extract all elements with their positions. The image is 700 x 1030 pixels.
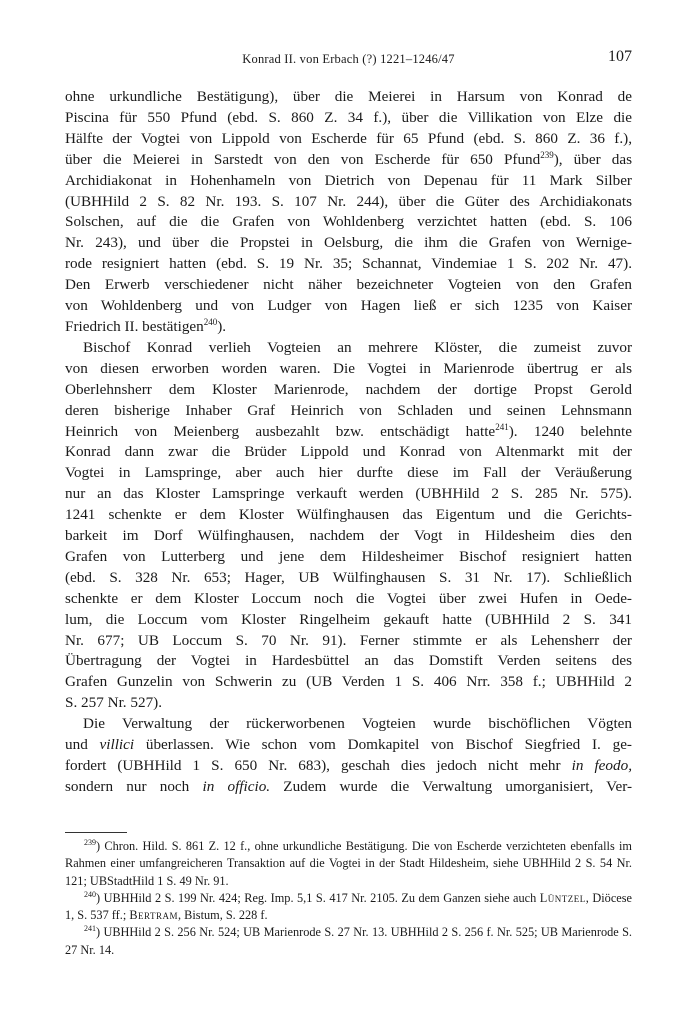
footnote-241: $^{241}$) UBHHild 2 S. 256 Nr. 524; UB Marienrode S. 27 Nr. 13. UBHHild 2 S. 256 f. Nr. 525; UB Marienrode S. 27 Nr. 14. xyxy=(65,924,632,957)
text-line: Oberlehnsherr dem Kloster Marienrode, nachdem der dortige Propst Gerold xyxy=(65,380,632,398)
text-line: lum, die Loccum vom Kloster Ringelheim gekauft hatte (UBHHild 2 S. 341 xyxy=(65,610,632,628)
text-line xyxy=(65,317,632,338)
footnote-text: Chron. Hild. S. 861 Z. 12 f., ohne urkundliche Bestätigung. Die von Escherde verzichteten ebenfalls im Rahmen einer umfangreicheren Transaktion auf die Vogtei in der Stadt Hildesheim, siehe UBHHild 2 S. 54 Nr. 121; UBStadtHild 1 S. 49 Nr. 91. xyxy=(65,839,632,888)
text-line: Den Erwerb verschiedener nicht näher bezeichneter Vogteien von den Grafen xyxy=(65,276,632,294)
author-name: Bertram xyxy=(129,908,179,923)
text-fragment: Zudem wurde die Verwaltung umorganisiert, Ver- xyxy=(283,777,633,795)
footnote-ref-241[interactable]: 241 xyxy=(495,421,509,432)
text-fragment: ), über das xyxy=(553,150,632,168)
running-title: Konrad II. von Erbach (?) 1221–1246/47 xyxy=(242,52,455,66)
footnote-separator xyxy=(65,832,127,833)
text-line: (ebd. S. 328 Nr. 653; Hager, UB Wülfinghausen S. 31 Nr. 17). Schließlich xyxy=(65,568,632,586)
text-fragment: Friedrich II. bestätigen xyxy=(65,317,204,335)
text-fragment: und xyxy=(65,736,88,754)
italic-term: in officio. xyxy=(202,777,271,795)
text-line: Nr. 677; UB Loccum S. 70 Nr. 91). Ferner stimmte er als Lehensherr der xyxy=(65,631,632,649)
text-line: ohne urkundliche Bestätigung), über die Meierei in Harsum von Konrad de xyxy=(65,88,632,105)
text-line: rode resigniert hatten (ebd. S. 19 Nr. 35; Schannat, Vindemiae 1 S. 202 Nr. 47). xyxy=(65,255,632,273)
text-line: Piscina für 550 Pfund (ebd. S. 860 Z. 34 f.), über die Villikation von Elze die xyxy=(65,108,632,126)
text-line: Bischof Konrad verlieh Vogteien an mehrere Klöster, die zumeist zuvor xyxy=(83,338,632,356)
text-line: schenkte er dem Kloster Loccum noch die Vogtei über zwei Hufen in Oede- xyxy=(65,589,632,607)
page-number: 107 xyxy=(608,48,632,65)
text-line: Archidiakonat in Hohenhameln von Dietrich von Depenau für 11 Mark Silber xyxy=(65,171,632,189)
text-line: Konrad dann zwar die Brüder Lippold und Konrad von Altenmarkt mit der xyxy=(65,443,632,461)
text-line: (UBHHild 2 S. 82 Nr. 193. S. 107 Nr. 244), über die Güter des Archidiakonats xyxy=(65,192,632,210)
page-header xyxy=(65,48,632,70)
text-line xyxy=(65,422,632,443)
text-fragment: über die Meierei in Sarstedt von den von Escherde für 650 Pfund xyxy=(65,150,541,168)
text-line: Die Verwaltung der rückerworbenen Vogteien wurde bischöflichen Vögten xyxy=(83,715,632,733)
text-line: Grafen Gunzelin von Schwerin zu (UB Verden 1 S. 406 Nrr. 358 f.; UBHHild 2 xyxy=(65,673,632,691)
text-line: Hälfte der Vogtei von Lippold von Escherde für 65 Pfund (ebd. S. 860 Z. 36 f.), xyxy=(65,129,632,147)
footnote-239: $^{239}$) Chron. Hild. S. 861 Z. 12 f., ohne urkundliche Bestätigung. Die von Escherde verzichteten ebenfalls im Rahmen einer umfangreicheren Transaktion auf die Vogtei in der Stadt Hildesheim, siehe UBHHild 2 S. 54 Nr. 121; UBStadtHild 1 S. 49 Nr. 91. xyxy=(65,838,632,888)
italic-term: villici xyxy=(99,736,135,754)
text-line: Übertragung der Vogtei in Hardesbüttel an das Domstift Verden seitens des xyxy=(65,652,632,670)
text-fragment: ). xyxy=(217,317,227,335)
italic-term: in feodo, xyxy=(571,757,633,774)
text-line xyxy=(65,777,632,798)
text-line: von diesen erworben worden waren. Die Vogtei in Marienrode übertrug er als xyxy=(65,359,632,377)
main-text xyxy=(65,87,632,798)
text-fragment: ). 1240 belehnte xyxy=(508,422,632,440)
paragraph-2 xyxy=(65,338,632,714)
footnote-text: , Bistum, S. 228 f. xyxy=(178,908,268,923)
text-line: Grafen von Lutterberg und jene dem Hildesheimer Bischof resigniert hatten xyxy=(65,547,632,565)
text-line: 1241 schenkte er dem Kloster Wülfinghausen das Eigentum und die Gerichts- xyxy=(65,506,632,524)
text-line: von Wohldenberg und von Ludger von Hagen ließ er sich 1235 von Kaiser xyxy=(65,297,632,315)
footnote-text: UBHHild 2 S. 199 Nr. 424; Reg. Imp. 5,1 S. 417 Nr. 2105. Zu dem Ganzen siehe auch xyxy=(103,890,540,905)
footnote-number: 241 xyxy=(84,924,96,934)
text-line: barkeit im Dorf Wülfinghausen, nachdem der Vogt in Hildesheim dies den xyxy=(65,527,632,545)
text-fragment: Heinrich von Meienberg ausbezahlt bzw. entschädigt hatte xyxy=(65,422,496,440)
footnote-number: 239 xyxy=(84,838,96,847)
text-line xyxy=(65,150,632,171)
footnote-ref-240[interactable]: 240 xyxy=(203,316,218,327)
text-line xyxy=(65,756,632,777)
footnote-240: $^{240}$) UBHHild 2 S. 199 Nr. 424; Reg. Imp. 5,1 S. 417 Nr. 2105. Zu dem Ganzen siehe auch Lüntzel, Diöcese 1, S. 537 ff.; Bertram, Bistum, S. 228 f. xyxy=(65,889,632,923)
text-line: deren bisherige Inhaber Graf Heinrich von Schladen und seinen Lehnsmann xyxy=(65,401,632,419)
text-fragment: überlassen. Wie schon vom Domkapitel von Bischof Siegfried I. ge- xyxy=(134,736,632,754)
footnote-text: , Diöcese 1, S. 537 ff.; xyxy=(65,890,632,923)
text-line: Nr. 243), und über die Propstei in Oelsburg, die ihm die Grafen von Wernige- xyxy=(65,234,632,252)
text-line: Solschen, auf die die Grafen von Wohldenberg verzichtet hatten (ebd. S. 106 xyxy=(65,213,632,231)
paragraph-3 xyxy=(65,714,632,798)
author-name: Lüntzel xyxy=(539,890,586,905)
text-line: nur an das Kloster Lamspringe verkauft werden (UBHHild 2 S. 285 Nr. 575). xyxy=(65,485,632,503)
text-line: Vogtei in Lamspringe, aber auch hier durfte diese im Fall der Veräußerung xyxy=(65,464,632,482)
text-line: S. 257 Nr. 527). xyxy=(65,694,163,712)
footnote-number: 240 xyxy=(84,889,96,899)
text-line xyxy=(65,735,632,756)
footnote-ref-239[interactable]: 239 xyxy=(540,149,554,160)
text-fragment: fordert (UBHHild 1 S. 650 Nr. 683), geschah dies jedoch nicht mehr xyxy=(65,757,561,774)
footnotes xyxy=(65,838,632,959)
text-fragment: sondern nur noch xyxy=(65,777,190,795)
footnote-text: UBHHild 2 S. 256 Nr. 524; UB Marienrode S. 27 Nr. 13. UBHHild 2 S. 256 f. Nr. 525; UB Marienrode S. 27 Nr. 14. xyxy=(65,925,632,957)
paragraph-1 xyxy=(65,87,632,338)
